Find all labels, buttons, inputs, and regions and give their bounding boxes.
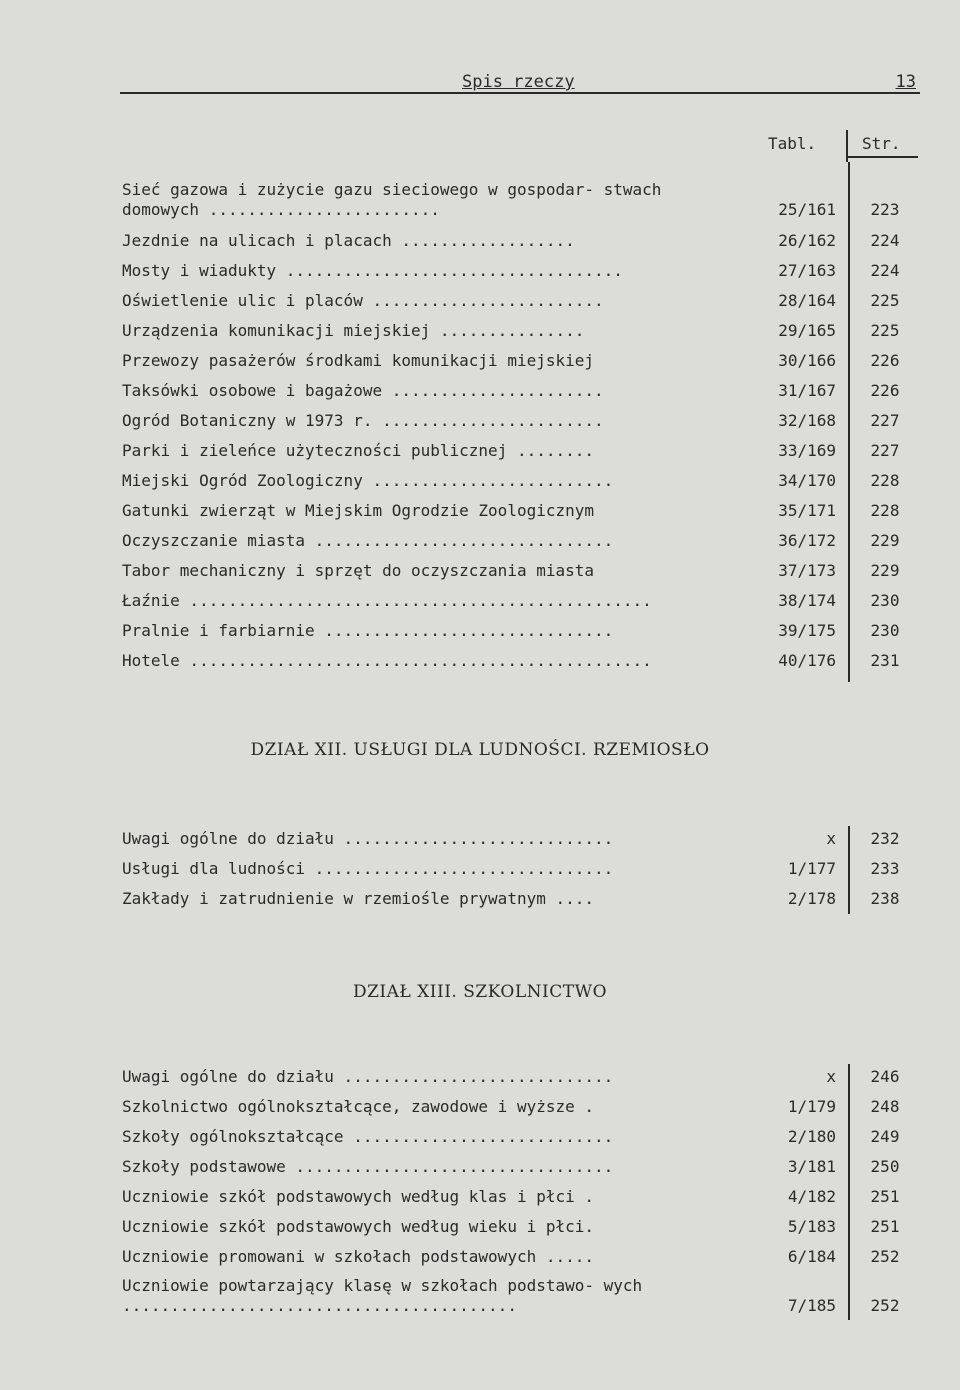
entry-page: 225 (870, 291, 900, 310)
column-header-tabl: Tabl. (768, 134, 817, 153)
entry-page: 226 (870, 381, 900, 400)
toc-entry[interactable] (120, 378, 920, 404)
entry-page: 228 (870, 471, 900, 490)
entry-label: Szkoły podstawowe ................................. (122, 1157, 614, 1176)
entry-table: 37/173 (778, 561, 836, 580)
entry-label: Uwagi ogólne do działu ............................ (122, 1067, 614, 1086)
entry-table: 26/162 (778, 231, 836, 250)
toc-entry[interactable] (120, 588, 920, 614)
column-header-str: Str. (862, 134, 901, 153)
entry-table: 29/165 (778, 321, 836, 340)
entry-label: Taksówki osobowe i bagażowe ...................... (122, 381, 604, 400)
entry-page: 250 (870, 1157, 900, 1176)
entry-table: 25/161 (778, 200, 836, 219)
entry-page: 225 (870, 321, 900, 340)
toc-entry[interactable] (120, 498, 920, 524)
entry-label: Urządzenia komunikacji miejskiej ............... (122, 321, 585, 340)
running-header (120, 66, 920, 94)
entry-page: 233 (870, 859, 900, 878)
entry-label: Pralnie i farbiarnie .............................. (122, 621, 614, 640)
toc-entry[interactable] (120, 826, 920, 852)
entry-label: Zakłady i zatrudnienie w rzemiośle prywatnym .... (122, 889, 595, 908)
entry-table: 3/181 (787, 1157, 836, 1176)
entry-table: 39/175 (778, 621, 836, 640)
entry-table: 33/169 (778, 441, 836, 460)
entry-table: 27/163 (778, 261, 836, 280)
entry-label: Usługi dla ludności ............................... (122, 859, 614, 878)
entry-label: Miejski Ogród Zoologiczny ......................... (122, 471, 614, 490)
entry-page: 223 (870, 200, 900, 219)
entry-page: 229 (870, 531, 900, 550)
entry-page: 226 (870, 351, 900, 370)
toc-entry[interactable] (120, 228, 920, 254)
entry-label: Mosty i wiadukty ................................... (122, 261, 623, 280)
entry-table: x (826, 829, 836, 848)
entry-label: Oczyszczanie miasta ............................... (122, 531, 614, 550)
entry-table: 7/185 (787, 1296, 836, 1315)
entry-table: 31/167 (778, 381, 836, 400)
entry-label: Uwagi ogólne do działu ............................ (122, 829, 614, 848)
entry-page: 251 (870, 1187, 900, 1206)
entry-page: 224 (870, 261, 900, 280)
entry-table: 36/172 (778, 531, 836, 550)
entry-label: Szkoły ogólnokształcące ........................... (122, 1127, 614, 1146)
entry-label: Uczniowie szkół podstawowych według wieku i płci. (122, 1217, 595, 1236)
toc-entry[interactable] (120, 558, 920, 584)
entry-table: 1/177 (787, 859, 836, 878)
entry-label: Tabor mechaniczny i sprzęt do oczyszczania miasta (122, 561, 595, 580)
toc-entry[interactable] (120, 886, 920, 912)
toc-entry[interactable] (120, 408, 920, 434)
toc-entry[interactable] (120, 618, 920, 644)
toc-entry[interactable] (120, 856, 920, 882)
toc-entry[interactable] (120, 468, 920, 494)
entry-label: Uczniowie promowani w szkołach podstawowych ..... (122, 1247, 595, 1266)
toc-entry[interactable] (120, 1124, 920, 1150)
toc-entry[interactable] (120, 1214, 920, 1240)
entry-page: 231 (870, 651, 900, 670)
entry-table: 5/183 (787, 1217, 836, 1236)
toc-entry[interactable] (120, 528, 920, 554)
entry-page: 230 (870, 591, 900, 610)
toc-entry[interactable] (120, 1244, 920, 1270)
entry-table: x (826, 1067, 836, 1086)
entry-table: 38/174 (778, 591, 836, 610)
header-title: Spis rzeczy (462, 72, 575, 92)
toc-entry[interactable] (120, 180, 920, 224)
section-heading-xii: DZIAŁ XII. USŁUGI DLA LUDNOŚCI. RZEMIOSŁO (250, 740, 710, 760)
page-number: 13 (895, 72, 916, 92)
entry-page: 238 (870, 889, 900, 908)
entry-table: 34/170 (778, 471, 836, 490)
entry-page: 227 (870, 411, 900, 430)
toc-entry[interactable] (120, 648, 920, 674)
toc-entry[interactable] (120, 318, 920, 344)
entry-label: Jezdnie na ulicach i placach .................. (122, 231, 575, 250)
entry-page: 252 (870, 1247, 900, 1266)
toc-entry[interactable] (120, 1064, 920, 1090)
entry-table: 2/180 (787, 1127, 836, 1146)
entry-page: 230 (870, 621, 900, 640)
entry-table: 35/171 (778, 501, 836, 520)
entry-label: Gatunki zwierząt w Miejskim Ogrodzie Zoologicznym (122, 501, 595, 520)
entry-table: 30/166 (778, 351, 836, 370)
toc-entry[interactable] (120, 1094, 920, 1120)
entry-page: 227 (870, 441, 900, 460)
entry-table: 6/184 (787, 1247, 836, 1266)
entry-label: Sieć gazowa i zużycie gazu sieciowego w gospodar- stwach domowych ........................ (122, 180, 662, 219)
entry-page: 251 (870, 1217, 900, 1236)
section-heading-xiii: DZIAŁ XIII. SZKOLNICTWO (352, 982, 608, 1002)
toc-entry[interactable] (120, 1276, 920, 1320)
entry-table: 4/182 (787, 1187, 836, 1206)
entry-label: Oświetlenie ulic i placów ........................ (122, 291, 604, 310)
entry-page: 228 (870, 501, 900, 520)
entry-label: Uczniowie powtarzający klasę w szkołach podstawo- wych ......................................... (122, 1276, 643, 1315)
entry-table: 1/179 (787, 1097, 836, 1116)
entry-page: 246 (870, 1067, 900, 1086)
toc-entry[interactable] (120, 258, 920, 284)
entry-table: 28/164 (778, 291, 836, 310)
entry-page: 248 (870, 1097, 900, 1116)
entry-label: Parki i zieleńce użyteczności publicznej ........ (122, 441, 595, 460)
toc-entry[interactable] (120, 1154, 920, 1180)
entry-label: Ogród Botaniczny w 1973 r. ....................... (122, 411, 604, 430)
entry-table: 40/176 (778, 651, 836, 670)
entry-page: 249 (870, 1127, 900, 1146)
header-rule (846, 156, 918, 158)
entry-label: Uczniowie szkół podstawowych według klas i płci . (122, 1187, 595, 1206)
entry-label: Przewozy pasażerów środkami komunikacji miejskiej (122, 351, 595, 370)
toc-entry[interactable] (120, 438, 920, 464)
entry-table: 2/178 (787, 889, 836, 908)
entry-table: 32/168 (778, 411, 836, 430)
toc-entry[interactable] (120, 348, 920, 374)
entry-label: Łaźnie ................................................ (122, 591, 652, 610)
entry-page: 232 (870, 829, 900, 848)
entry-page: 224 (870, 231, 900, 250)
entry-label: Hotele ................................................ (122, 651, 652, 670)
toc-entry[interactable] (120, 288, 920, 314)
entry-page: 229 (870, 561, 900, 580)
toc-entry[interactable] (120, 1184, 920, 1210)
entry-label: Szkolnictwo ogólnokształcące, zawodowe i wyższe . (122, 1097, 595, 1116)
entry-page: 252 (870, 1296, 900, 1315)
